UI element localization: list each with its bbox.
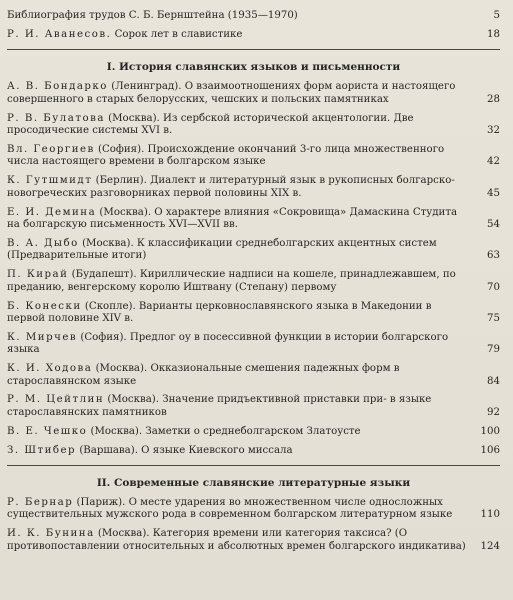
page-number: 75: [487, 312, 500, 324]
entry-text: (Будапешт). Кириллические надписи на кошеле, принадлежавшем, по преданию, венгерскому королю Иштвану (Степану) первому: [7, 269, 456, 293]
entry-text: (Москва). Из сербской исторической акцентологии. Две просодические системы XVI в.: [7, 112, 414, 137]
entry-text: (Берлин). Диалект и литературный язык в рукописных болгарско-новогреческих разговорниках первой половины XIX в.: [7, 175, 455, 199]
toc-entry: [7, 207, 500, 232]
section-entries: [7, 81, 500, 457]
page-number: 106: [480, 444, 500, 456]
author-name: К. Гутшмидт: [7, 175, 93, 187]
entry-title: [7, 497, 478, 522]
page-number: 110: [480, 509, 500, 521]
section-title: I. История славянских языков и письменности: [106, 61, 401, 74]
author-name: Р. Бернар: [7, 497, 74, 509]
toc-entry: [7, 301, 500, 326]
entry-title: [7, 269, 478, 294]
toc-entry: [7, 445, 500, 457]
entry-text: Сорок лет в славистике: [114, 28, 243, 40]
entry-text: (Москва). Значение придъективной приставки при- в языке старославянских памятников: [7, 394, 432, 418]
author-name: И. К. Бунина: [7, 528, 95, 540]
entry-text: (Москва). К классификации среднеболгарских акцентных систем (Предварительные итоги): [7, 237, 437, 262]
page-number: 42: [487, 156, 500, 168]
entry-title: [7, 238, 478, 263]
toc-entry: [7, 238, 500, 263]
author-name: К. И. Ходова: [7, 363, 93, 375]
section-divider: [7, 465, 500, 466]
toc-entry: [7, 497, 500, 522]
author-name: В. А. Дыбо: [7, 237, 79, 249]
author-name: Р. М. Цейтлин: [7, 394, 105, 406]
toc-entry: [7, 175, 500, 200]
toc-entry: [7, 81, 500, 106]
page-number: 32: [487, 125, 500, 137]
page-number: 70: [487, 281, 500, 293]
page-number: 63: [487, 250, 500, 262]
toc-entry: [7, 426, 500, 438]
entry-title: [7, 113, 478, 138]
entry-text: (Москва). Категория времени или категория таксиса? (О противопоставлении относительных и абсолютных времен болгарского индикатива): [7, 528, 466, 552]
toc-entry: [7, 332, 500, 357]
entry-title: [7, 394, 478, 419]
entry-title: [7, 332, 478, 357]
entry-title: [7, 528, 478, 553]
entry-text: (София). Происхождение окончаний 3-го лица множественного числа настоящего времени в болгарском языке: [7, 143, 445, 168]
entry-text: (Москва). Окказиональные смешения падежных форм в старославянском языке: [7, 363, 400, 387]
page-number: 100: [480, 425, 500, 437]
page-number: 79: [487, 344, 500, 356]
entry-title: [7, 207, 478, 232]
author-name: Р. В. Булатова: [7, 112, 105, 124]
section-divider: [7, 49, 500, 50]
entry-title: [7, 144, 478, 169]
entry-title: [7, 29, 478, 41]
author-name: Е. И. Демина: [7, 206, 97, 218]
author-name: К. Мирчев: [7, 331, 78, 343]
page-number: 18: [487, 28, 500, 40]
author-name: В. Е. Чешко: [7, 425, 88, 437]
author-name: З. Штибер: [7, 444, 77, 456]
page-number: 54: [487, 218, 500, 230]
author-name: П. Кирай: [7, 269, 69, 281]
entry-title: [7, 81, 478, 106]
entry-text: (Москва). Заметки о среднеболгарском Златоусте: [90, 425, 361, 437]
toc-entry: [7, 363, 500, 388]
author-name: А. В. Бондарко: [7, 81, 108, 93]
toc-entry: [7, 269, 500, 294]
page-number: 28: [487, 93, 500, 105]
entry-text: (Скопле). Варианты церковнославянского языка в Македонии в первой половине XIV в.: [7, 300, 432, 324]
section-entries: [7, 497, 500, 553]
section-title: II. Современные славянские литературные языки: [96, 477, 411, 490]
entry-text: (София). Предлог оу в посессивной функции в истории болгарского языка: [7, 331, 449, 356]
page-number: 84: [487, 375, 500, 387]
entry-title: Библиография трудов С. Б. Бернштейна (1935—1970): [7, 10, 298, 21]
toc-entry: [7, 29, 500, 41]
toc-entry: [7, 394, 500, 419]
entry-text: (Ленинград). О взаимоотношениях форм аориста и настоящего совершенного в старых белорусских, чешских и польских памятниках: [7, 81, 456, 105]
entry-title: [7, 426, 478, 438]
author-name: Вл. Георгиев: [7, 143, 95, 155]
author-name: Б. Конески: [7, 300, 82, 312]
toc-entry: [7, 10, 500, 22]
page-number: 92: [487, 406, 500, 418]
entry-text: (Варшава). О языке Киевского миссала: [79, 444, 293, 456]
toc-entry: [7, 144, 500, 169]
entry-text: (Москва). О характере влияния «Сокровища» Дамаскина Студита на болгарскую письменность XVI—XVII вв.: [7, 206, 458, 230]
entry-title: [7, 301, 478, 326]
page-number: 5: [493, 10, 500, 21]
entry-title: [7, 175, 478, 200]
entry-text: (Париж). О месте ударения во множественном числе односложных существительных мужского рода в современном болгарском литературном языке: [7, 497, 453, 521]
toc-entry: [7, 113, 500, 138]
entry-title: [7, 363, 478, 388]
page-number: 124: [480, 540, 500, 552]
author-name: Р. И. Аванесов.: [7, 28, 112, 40]
entry-title: [7, 445, 478, 457]
page-number: 45: [487, 187, 500, 199]
toc-entry: [7, 528, 500, 553]
